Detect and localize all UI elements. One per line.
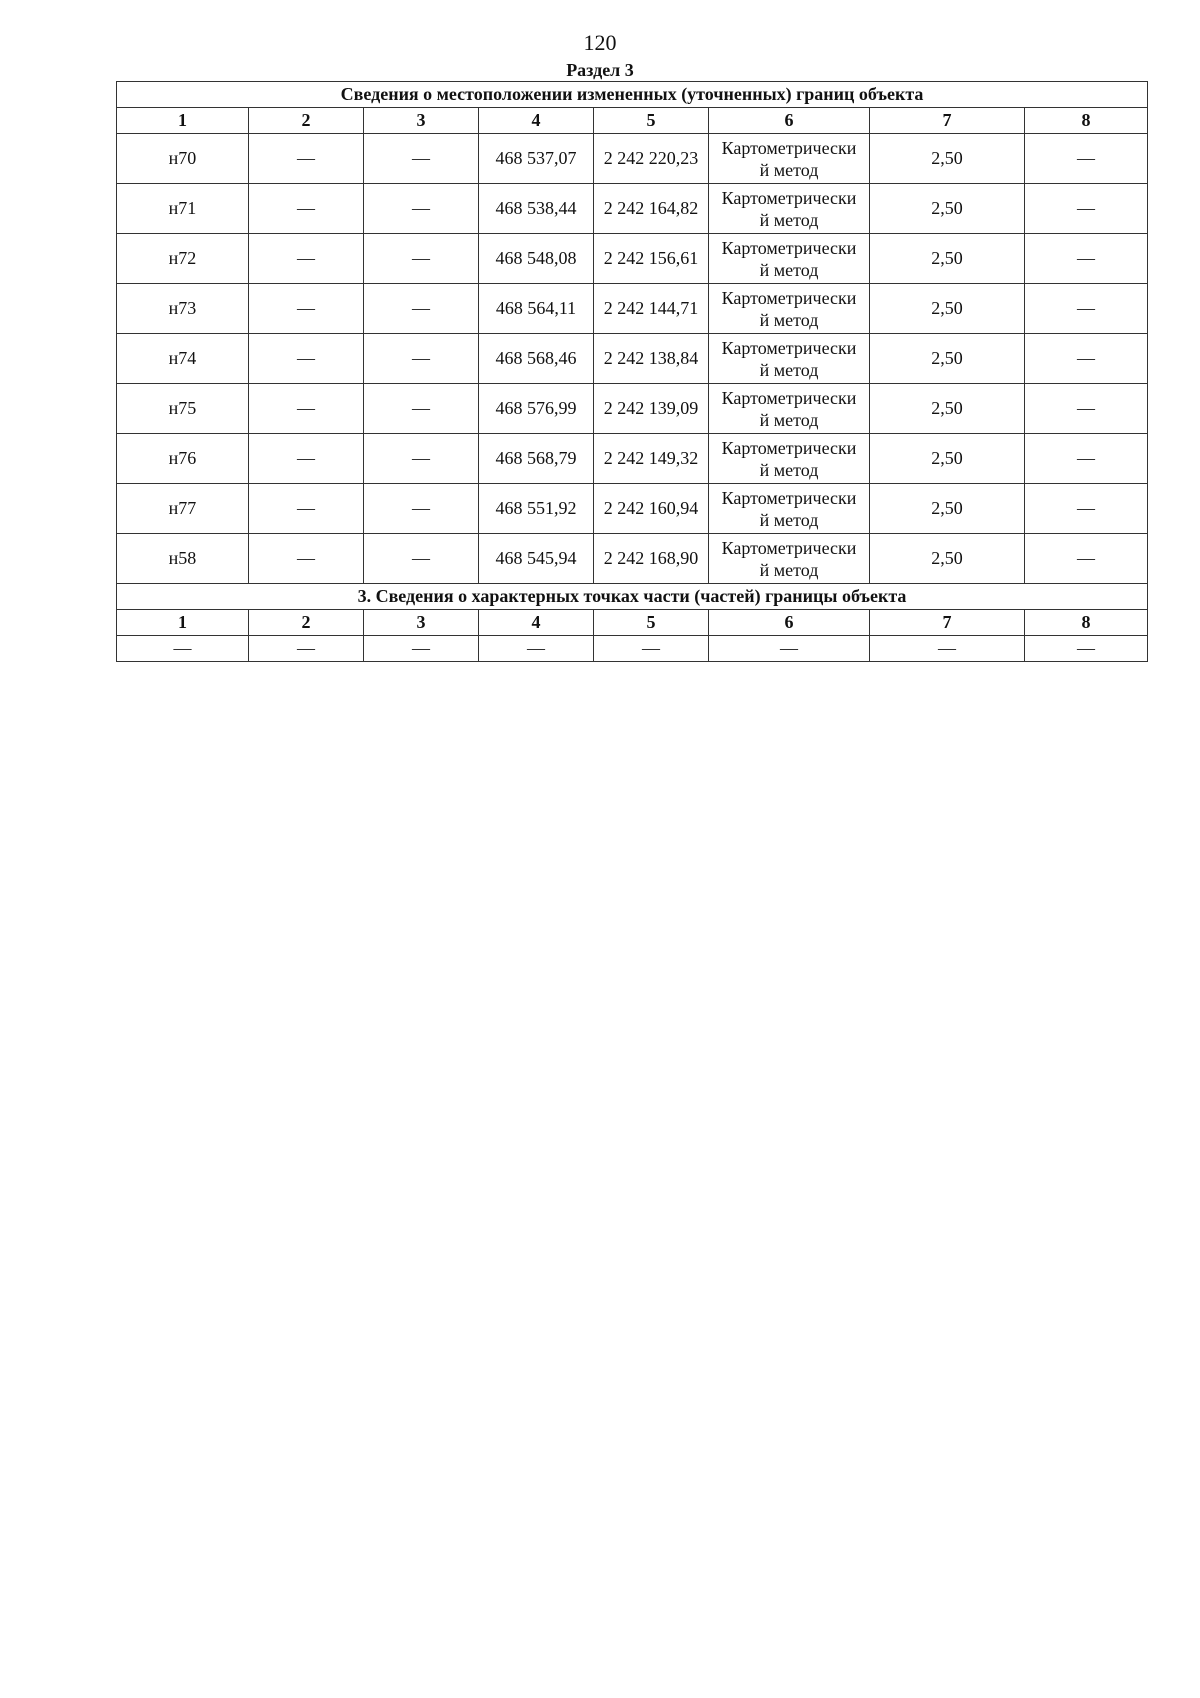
dash-cell: — <box>249 184 364 234</box>
table2-column-numbers-row <box>117 610 1148 636</box>
coordinate-x: 468 548,08 <box>479 234 594 284</box>
column-number: 6 <box>709 610 870 636</box>
coordinate-x: 468 576,99 <box>479 384 594 434</box>
column-number: 4 <box>479 108 594 134</box>
point-id: н77 <box>117 484 249 534</box>
point-id: н73 <box>117 284 249 334</box>
accuracy-value: 2,50 <box>870 434 1025 484</box>
table1-heading-row <box>117 82 1148 108</box>
method-line2: й метод <box>759 459 819 480</box>
method-line2: й метод <box>759 259 819 280</box>
column-number: 3 <box>364 108 479 134</box>
dash-cell: — <box>249 484 364 534</box>
table-row <box>117 284 1148 334</box>
dash-cell: — <box>249 434 364 484</box>
dash-cell: — <box>249 384 364 434</box>
method-line1: Картометрически <box>721 187 857 208</box>
table1-column-numbers-row <box>117 108 1148 134</box>
dash-cell: — <box>249 534 364 584</box>
accuracy-value: 2,50 <box>870 134 1025 184</box>
dash-cell: — <box>1025 636 1148 662</box>
table-row <box>117 184 1148 234</box>
column-number: 4 <box>479 610 594 636</box>
table-row <box>117 434 1148 484</box>
method-cell <box>709 184 870 234</box>
point-id: н70 <box>117 134 249 184</box>
method-cell <box>709 434 870 484</box>
column-number: 3 <box>364 610 479 636</box>
method-cell <box>709 284 870 334</box>
method-line1: Картометрически <box>721 387 857 408</box>
column-number: 1 <box>117 108 249 134</box>
coordinate-x: 468 564,11 <box>479 284 594 334</box>
column-number: 8 <box>1025 610 1148 636</box>
coordinate-y: 2 242 220,23 <box>594 134 709 184</box>
coordinate-x: 468 537,07 <box>479 134 594 184</box>
method-line2: й метод <box>759 559 819 580</box>
method-line2: й метод <box>759 409 819 430</box>
dash-cell: — <box>1025 384 1148 434</box>
point-id: н58 <box>117 534 249 584</box>
dash-cell: — <box>249 636 364 662</box>
dash-cell: — <box>249 134 364 184</box>
dash-cell: — <box>1025 134 1148 184</box>
dash-cell: — <box>364 636 479 662</box>
table-row <box>117 384 1148 434</box>
column-number: 7 <box>870 108 1025 134</box>
dash-cell: — <box>709 636 870 662</box>
column-number: 1 <box>117 610 249 636</box>
dash-cell: — <box>364 434 479 484</box>
dash-cell: — <box>1025 434 1148 484</box>
dash-cell: — <box>364 134 479 184</box>
accuracy-value: 2,50 <box>870 534 1025 584</box>
dash-cell: — <box>870 636 1025 662</box>
method-line1: Картометрически <box>721 537 857 558</box>
table-row <box>117 334 1148 384</box>
column-number: 2 <box>249 610 364 636</box>
boundary-table <box>116 81 1148 662</box>
method-line1: Картометрически <box>721 237 857 258</box>
method-line1: Картометрически <box>721 337 857 358</box>
coordinate-y: 2 242 156,61 <box>594 234 709 284</box>
method-cell <box>709 384 870 434</box>
dash-cell: — <box>364 484 479 534</box>
point-id: н75 <box>117 384 249 434</box>
coordinate-y: 2 242 164,82 <box>594 184 709 234</box>
accuracy-value: 2,50 <box>870 184 1025 234</box>
coordinate-y: 2 242 138,84 <box>594 334 709 384</box>
dash-cell: — <box>1025 484 1148 534</box>
dash-cell: — <box>249 284 364 334</box>
coordinate-y: 2 242 168,90 <box>594 534 709 584</box>
coordinate-x: 468 568,46 <box>479 334 594 384</box>
method-line2: й метод <box>759 359 819 380</box>
dash-cell: — <box>594 636 709 662</box>
table2-empty-row <box>117 636 1148 662</box>
dash-cell: — <box>1025 284 1148 334</box>
accuracy-value: 2,50 <box>870 234 1025 284</box>
column-number: 7 <box>870 610 1025 636</box>
dash-cell: — <box>364 234 479 284</box>
coordinate-y: 2 242 160,94 <box>594 484 709 534</box>
page-number: 120 <box>583 30 617 55</box>
column-number: 2 <box>249 108 364 134</box>
method-cell <box>709 334 870 384</box>
coordinate-x: 468 538,44 <box>479 184 594 234</box>
table-row <box>117 134 1148 184</box>
table2-heading: 3. Сведения о характерных точках части (частей) границы объекта <box>117 584 1148 610</box>
point-id: н71 <box>117 184 249 234</box>
method-line1: Картометрически <box>721 487 857 508</box>
column-number: 8 <box>1025 108 1148 134</box>
dash-cell: — <box>117 636 249 662</box>
column-number: 5 <box>594 610 709 636</box>
dash-cell: — <box>249 234 364 284</box>
dash-cell: — <box>364 334 479 384</box>
column-number: 5 <box>594 108 709 134</box>
accuracy-value: 2,50 <box>870 484 1025 534</box>
method-line1: Картометрически <box>721 137 857 158</box>
table-row <box>117 484 1148 534</box>
dash-cell: — <box>479 636 594 662</box>
method-line2: й метод <box>759 309 819 330</box>
dash-cell: — <box>364 384 479 434</box>
section-title: Раздел 3 <box>566 60 634 80</box>
table1-heading: Сведения о местоположении измененных (уточненных) границ объекта <box>117 82 1148 108</box>
dash-cell: — <box>1025 534 1148 584</box>
method-cell <box>709 534 870 584</box>
coordinate-y: 2 242 139,09 <box>594 384 709 434</box>
dash-cell: — <box>249 334 364 384</box>
method-line2: й метод <box>759 159 819 180</box>
accuracy-value: 2,50 <box>870 334 1025 384</box>
dash-cell: — <box>1025 184 1148 234</box>
coordinate-x: 468 568,79 <box>479 434 594 484</box>
coordinate-x: 468 545,94 <box>479 534 594 584</box>
table-row <box>117 534 1148 584</box>
method-line2: й метод <box>759 509 819 530</box>
accuracy-value: 2,50 <box>870 284 1025 334</box>
column-number: 6 <box>709 108 870 134</box>
dash-cell: — <box>364 184 479 234</box>
coordinate-y: 2 242 144,71 <box>594 284 709 334</box>
method-cell <box>709 484 870 534</box>
point-id: н76 <box>117 434 249 484</box>
method-cell <box>709 134 870 184</box>
point-id: н72 <box>117 234 249 284</box>
dash-cell: — <box>364 534 479 584</box>
dash-cell: — <box>364 284 479 334</box>
method-cell <box>709 234 870 284</box>
method-line2: й метод <box>759 209 819 230</box>
table2-heading-row <box>117 584 1148 610</box>
coordinate-x: 468 551,92 <box>479 484 594 534</box>
coordinate-y: 2 242 149,32 <box>594 434 709 484</box>
table-row <box>117 234 1148 284</box>
method-line1: Картометрически <box>721 287 857 308</box>
point-id: н74 <box>117 334 249 384</box>
method-line1: Картометрически <box>721 437 857 458</box>
dash-cell: — <box>1025 234 1148 284</box>
accuracy-value: 2,50 <box>870 384 1025 434</box>
dash-cell: — <box>1025 334 1148 384</box>
